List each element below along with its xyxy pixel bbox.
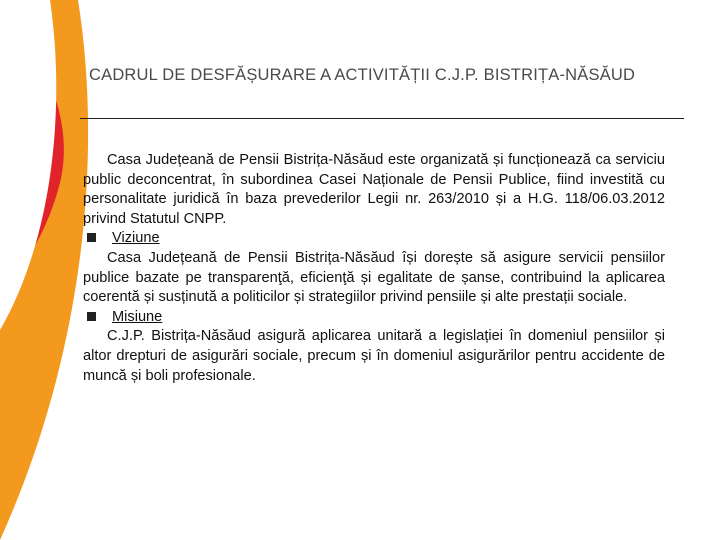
title-divider: [80, 118, 684, 119]
square-bullet-icon: [87, 312, 96, 321]
mission-bullet: [83, 308, 665, 328]
intro-paragraph: Casa Județeană de Pensii Bistrița-Năsăud este organizată și funcționează ca serviciu public deconcentrat, în subordinea Casei Naționale de Pensii Publice, fiind investită cu personalitate juridică în baza prevederilor Legii nr. 263/2010 și a H.G. 118/06.03.2012 privind Statutul CNPP.: [83, 152, 665, 227]
square-bullet-icon: [87, 233, 96, 242]
vision-bullet: [83, 229, 665, 249]
mission-paragraph: C.J.P. Bistrița-Năsăud asigură aplicarea unitară a legislației în domeniul pensiilor și altor drepturi de asigurări sociale, precum și în domeniul asigurărilor pentru accidente de muncă și boli profesionale.: [83, 328, 665, 384]
mission-heading: Misiune: [112, 308, 163, 325]
vision-paragraph: Casa Județeană de Pensii Bistrița-Năsăud își dorește să asigure servicii pensiilor publice bazate pe transparenţă, eficienţă și egalitate de șanse, contribuind la aplicarea coerentă și susținută a politicilor și strategiilor privind pensiile și alte prestații sociale.: [83, 249, 665, 306]
page-title: CADRUL DE DESFĂȘURARE A ACTIVITĂȚII C.J.P. BISTRIȚA-NĂSĂUD: [89, 66, 636, 84]
vision-heading: Viziune: [112, 230, 160, 247]
slide-body: [83, 151, 665, 386]
